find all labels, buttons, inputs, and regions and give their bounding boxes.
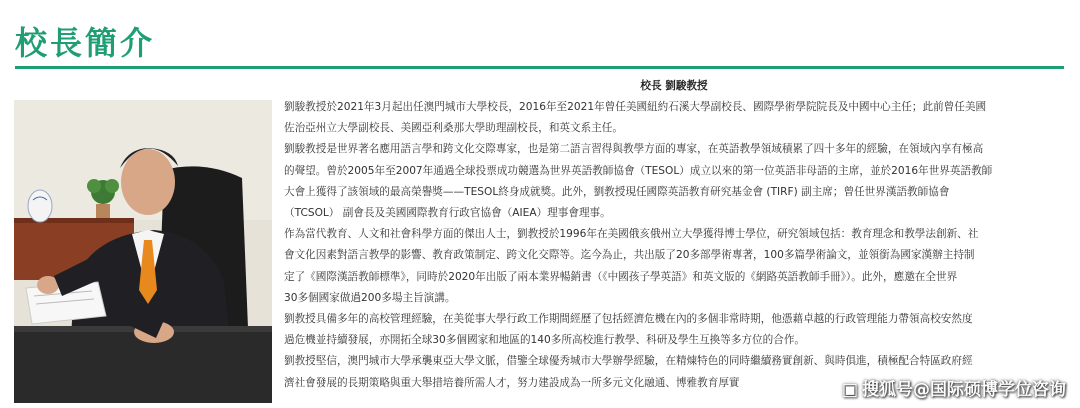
watermark-text: 搜狐号@国际硕博学位咨询 [862, 380, 1066, 400]
bio-line: 的聲望。曾於2005年至2007年通過全球投票成功競選為世界英語教師協會（TESOL）成立以來的第一位英語非母語的主席，並於2016年世界英語教師 [284, 164, 993, 177]
bio-line: 會文化因素對語言教學的影響、教育政策制定、跨文化交際等。迄今為止，共出版了20多部學術專著，100多篇學術論文，並領銜為國家漢辦主持制 [284, 249, 975, 262]
bio-line: 劉駿教授是世界著名應用語言學和跨文化交際專家，也是第二語言習得與教學方面的專家，在英語教學領域積累了四十多年的經驗，在領域內享有極高 [284, 143, 984, 156]
bio-line: 定了《國際漢語教師標準》，同時於2020年出版了兩本業界暢銷書（《中國孩子學英語》和英文版的《網路英語教師手冊》）。此外，應邀在全世界 [284, 270, 958, 283]
bio-line: （TCSOL） 副會長及美國國際教育行政官協會（AIEA）理事會理事。 [284, 207, 611, 220]
bio-line: 30多個國家做過200多場主旨演講。 [284, 291, 456, 304]
bio-line: 劉教授堅信，澳門城市大學承襲東亞大學文脈，借鑒全球優秀城市大學辦學經驗，在精煉特色的同時繼續務實創新、與時俱進，積極配合特區政府經 [284, 355, 973, 368]
bio-heading: 校長 劉駿教授 [640, 80, 708, 92]
watermark-logo-icon: ▣ [841, 380, 858, 400]
bio-line: 濟社會發展的長期策略與重大舉措培養所需人才，努力建設成為一所多元文化融通、博雅教育厚實 [284, 376, 740, 389]
president-photo [14, 100, 272, 403]
bio-line: 劉教授具備多年的高校管理經驗，在美從事大學行政工作期間經歷了包括經濟危機在內的多個非常時期，他憑藉卓越的行政管理能力帶領高校安然度 [284, 313, 973, 326]
bio-line: 大會上獲得了該領域的最高榮譽獎——TESOL終身成就獎。此外，劉教授現任國際英語教育研究基金會 (TIRF) 副主席；曾任世界漢語教師協會 [284, 185, 950, 198]
page-title: 校長簡介 [15, 24, 156, 62]
bio-line: 劉駿教授於2021年3月起出任澳門城市大學校長，2016年至2021年曾任美國紐約石溪大學副校長、國際學術學院院長及中國中心主任；此前曾任美國 [284, 101, 987, 113]
watermark [842, 375, 1066, 400]
bio-line: 作為當代教育、人文和社會科學方面的傑出人士，劉教授於1996年在美國俄亥俄州立大學獲得博士學位，研究領域包括：教育理念和教學法創新、社 [284, 228, 979, 241]
bio-line: 佐治亞州立大學副校長、美國亞利桑那大學助理副校長，和英文系主任。 [284, 122, 623, 135]
bio-line: 過危機並持續發展，亦開拓全球30多個國家和地區的140多所高校進行教學、科研及學生互換等多方位的合作。 [284, 334, 806, 347]
title-divider [15, 66, 1064, 69]
biography-section [284, 76, 1064, 394]
